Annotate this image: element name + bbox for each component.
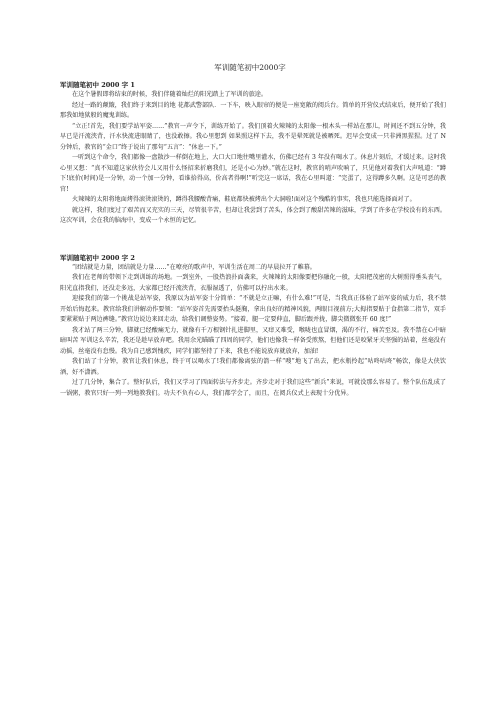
paragraph: 迎接我们的第一个挑战是站军姿，我原以为站军姿十分简单：“不就是立正嘛，有什么难!”可是，当我真正体验了站军姿的威力后，我不禁开始后悔起来。教官给我们讲解动作要领：“站军姿首先需要抬头挺胸，拿出良好的精神风貌，两眼目视前方;大拇指要贴于食指第二指节，双手要紧紧贴于两边裤缝。”教官边说边来回走动，给我们调整姿势。“接着，腿一定要伸直，脚后跟并拢，脚尖微微张开 60 度!” bbox=[60, 295, 446, 323]
paragraph: “立正!首先，我们要学站军姿……”教官一声令下，训练开始了。我们顶着火辣辣的太阳像一根木头一样站在那儿，时间还不到五分钟，我早已是汗流浃背，汗水快流进眼睛了，也没敢擦。我心里想到 如果照这样下去，我不是晕死就是被晒死。迟早会变成一只非洲黑猩猩。过了 N 分钟后，教官的“金口”终于说出了那句“五言”：“休息一下。” bbox=[60, 122, 446, 151]
section-1 bbox=[60, 80, 446, 227]
paragraph: 我们站了十分钟，教官让我们休息，终于可以喝水了!我们都像离弦的箭一样“嗖”地飞了出去，把水瓶拎起“咕咚咕咚”畅饮，像是大侠饮酒，好不潇洒。 bbox=[60, 358, 446, 376]
section-spacer bbox=[60, 227, 446, 253]
paragraph: 一听到这个命令，我们都像一盘散沙一样倒在地上，大口大口地往嘴里灌水，仿佛已经有 3 年没有喝水了。休息片刻后，才缓过来。这时我心里又想：“真不知道这家伙待会儿又用什么怪招来折磨我们，还是小心为妙。”就在这时，教官的哨声吹响了，只见他对着我们大声吼道：“蹲下!底价(时间)是一分钟，动一个加一分钟，看谁拾得高，价高者得啊!”听完这一席话，我在心里叫道：“完蛋了，这得蹲多久啊。这是可恶的教官! bbox=[60, 154, 446, 193]
section-heading: 军训随笔初中 2000 字 2 bbox=[60, 253, 135, 262]
document-body bbox=[60, 80, 446, 399]
paragraph: 就这样，我们度过了艰苦而又充实的三天，尽管很辛苦，但却让我尝到了苦头，体会到了酸甜苦辣的滋味，学到了许多在学校没有的东西。这次军训，会在我的脑海中，变成一个永恒的记忆。 bbox=[60, 206, 446, 224]
paragraph: “团结就是力量，团结就是力量……”在嘹亮的歌声中，军训生活在周二的早晨拉开了帷幕。 bbox=[72, 263, 316, 271]
document-title: 军训随笔初中2000字 bbox=[214, 63, 286, 72]
paragraph: 我才站了两三分钟，脚就已经酸痛无力，就像有千万根钢针扎进脚里，又痒又难受，喉咙也直冒烟，渴的不行，痛苦至及。我不禁在心中暗暗叫苦 军训这么辛苦，我还是趁早放弃吧。我用余光瞄瞄了四周的同学，他们也像我一样备受煎熬，但他们还是咬紧牙关坚强的站着，丝毫没有动摇，丝毫没有怠慢。我为自己感到愧疚，同学们都坚持了下来，我也不能说放弃就放弃，加油! bbox=[60, 326, 446, 355]
paragraph: 在这个暑假即将结束的时候，我们伴随着灿烂的阳光踏上了军训的旅途。 bbox=[72, 91, 267, 98]
paragraph: 过了几分钟，集合了。整好队后，我们又学习了四面转法与齐步走。齐步走对于我们这些“新兵”来说，可就没那么容易了。整个队伍乱成了一锅粥，教官只好一列一列地教我们。功夫不负有心人，我们都学会了，而且，在阅兵仪式上表现十分优异。 bbox=[60, 379, 446, 397]
section-2 bbox=[60, 253, 446, 400]
paragraph: 我们在老师的带领下走到训练的场地。一到室外，一股热浪扑面袭来，火辣辣的太阳像要把你融化一般，太阳把茂密的大树照得垂头丧气，阳光直指我们，还没走多远，大家都已经汗流浃背，衣服湿透了，仿佛可以拧出水来。 bbox=[60, 274, 446, 292]
paragraph: 火辣辣的太阳将地面烤得滚烫滚烫的，蹲得我腰酸背痛，鞋底都快被烤出个大洞啦!面对这个残酷的事实，我也只能选择面对了。 bbox=[72, 196, 416, 203]
paragraph: 经过一路的颠簸，我们终于来到目的地 花都武警部队．一下车，映入眼帘的便是一座宽敞的阅兵台。简单的开营仪式结束后，便开始了我们那我如地狱般的魔鬼训练。 bbox=[60, 101, 446, 119]
section-heading: 军训随笔初中 2000 字 1 bbox=[60, 81, 135, 89]
